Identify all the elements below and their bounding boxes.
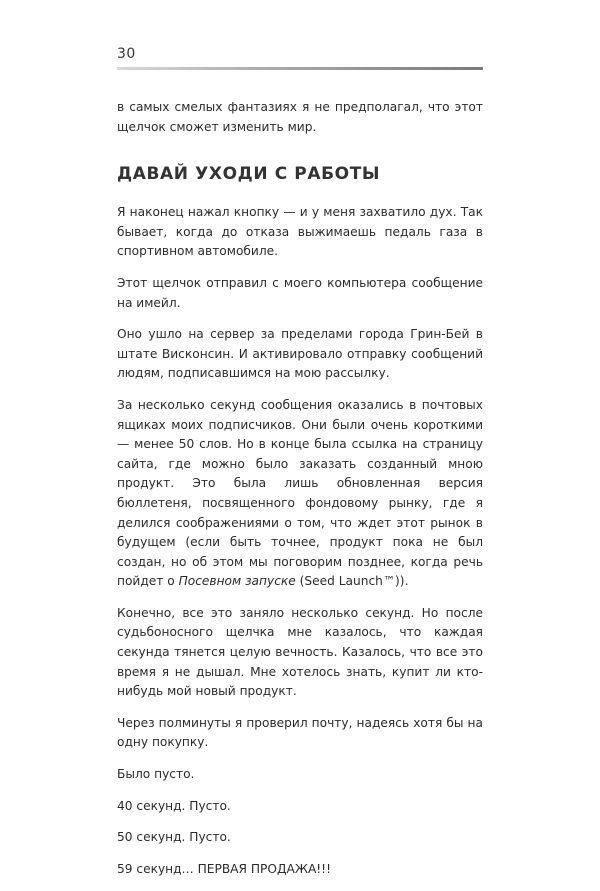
page-content (117, 98, 483, 891)
seed-launch-italic: Посевном запуске (178, 574, 296, 589)
section-heading: ДАВАЙ УХОДИ С РАБОТЫ (117, 164, 381, 185)
intro-paragraph: в самых смелых фантазиях я не предполагал, что этот щелчок сможет изменить мир. (117, 100, 483, 134)
paragraph-8: 40 секунд. Пусто. (117, 798, 231, 813)
paragraph-3: Оно ушло на сервер за пределами города Грин-Бей в штате Висконсин. И активировало отправку сообщений людям, подписавшимся на мою рассылку. (117, 327, 483, 381)
paragraph-7: Было пусто. (117, 767, 195, 782)
paragraph-2: Этот щелчок отправил с моего компьютера сообщение на имейл. (117, 275, 483, 310)
paragraph-9: 50 секунд. Пусто. (117, 830, 231, 845)
paragraph-5: Конечно, все это заняло несколько секунд. Но после судьбоносного щелчка мне казалось, что каждая секунда тянется целую вечность. Казалось, что все это время я не дышал. Мне хотелось знать, купит ли кто-нибудь мой новый продукт. (117, 605, 483, 699)
paragraph-6: Через полминуты я проверил почту, надеясь хотя бы на одну покупку. (117, 715, 483, 750)
header-rule (117, 67, 483, 70)
paragraph-1: Я наконец нажал кнопку — и у меня захватило дух. Так бывает, когда до отказа выжимаешь педаль газа в спортивном автомобиле. (117, 205, 483, 259)
paragraph-4-text: За несколько секунд сообщения оказались в почтовых ящиках моих подписчиков. Они были очень короткими — менее 50 слов. Но в конце была ссылка на страницу сайта, где можно было заказать созданный мною продукт. Это была лишь обновленная версия бюллетеня, посвященного фондовому рынку, где я делился соображениями о том, что ждет этот рынок в будущем (если быть точнее, продукт пока не был создан, но об этом мы поговорим позднее, когда речь пойдет о (117, 397, 483, 589)
paragraph-10: 59 секунд… ПЕРВАЯ ПРОДАЖА!!! (117, 861, 331, 876)
paragraph-4 (117, 396, 483, 592)
page-number: 30 (117, 46, 136, 62)
paragraph-4-end: (Seed Launch™)). (295, 574, 409, 589)
